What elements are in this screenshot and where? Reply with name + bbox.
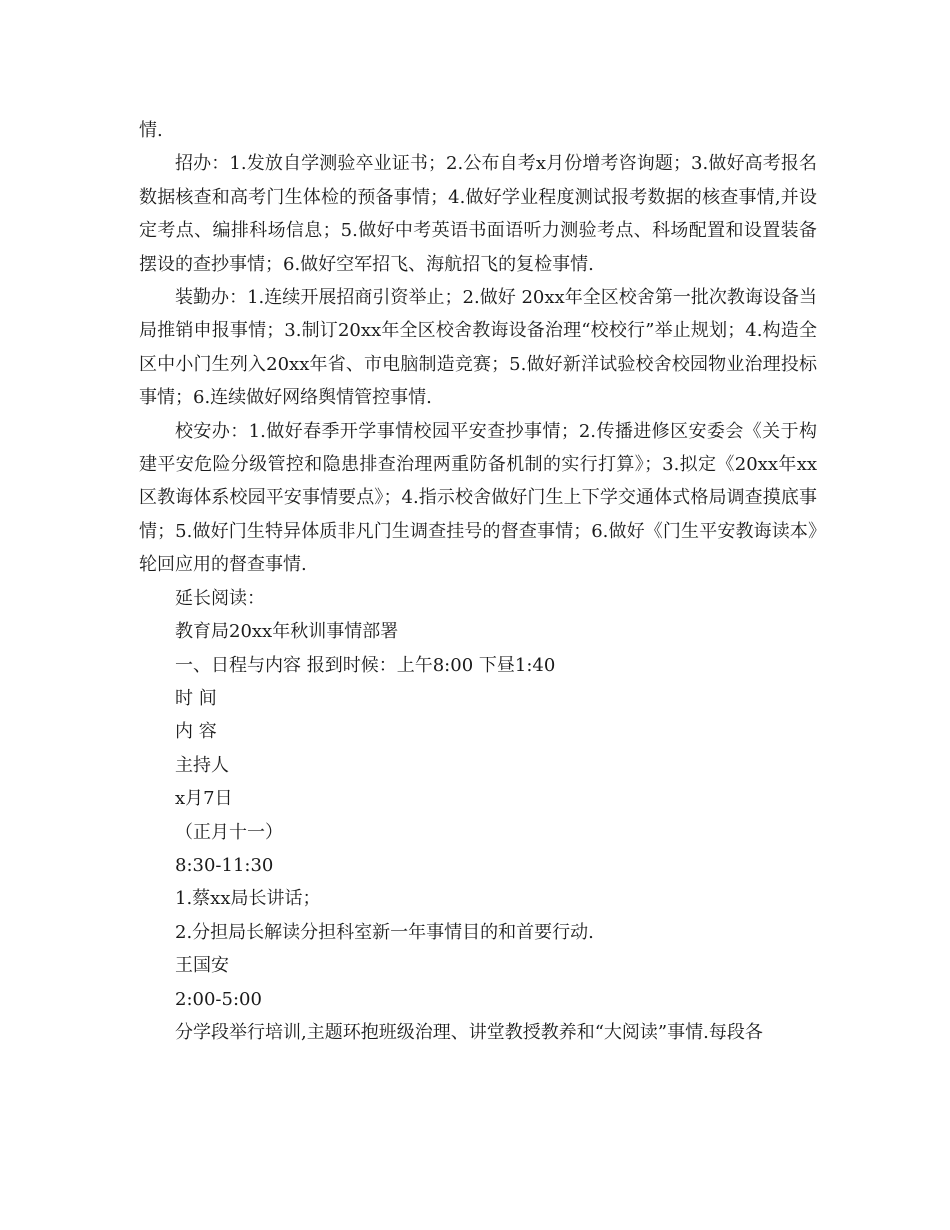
table-header-content: 内 容 bbox=[175, 721, 217, 743]
paragraph-equipment-office: 装勤办：1.连续开展招商引资举止；2.做好 20xx年全区校舍第一批次教诲设备当局推销申报事情；3.制订20xx年全区校舍教诲设备治理“校校行”举止规划；4.构造全区中小门生列入20xx年省、市电脑制造竞赛；5.做好新洋试验校舍校园物业治理投标事情；6.连续做好网络舆情管控事情. bbox=[139, 287, 817, 409]
section-title: 教育局20xx年秋训事情部署 bbox=[175, 621, 399, 643]
afternoon-description: 分学段举行培训,主题环抱班级治理、讲堂教授教养和“大阅读”事情.每段各 bbox=[175, 1021, 763, 1043]
paragraph-safety-office: 校安办：1.做好春季开学事情校园平安查抄事情；2.传播进修区安委会《关于构建平安危险分级管控和隐患排查治理两重防备机制的实行打算》；3.拟定《20xx年xx区教诲体系校园平安事情要点》；4.指示校舍做好门生上下学交通体式格局调查摸底事情；5.做好门生特异体质非凡门生调查挂号的督查事情；6.做好《门生平安教诲读本》轮回应用的督查事情. bbox=[139, 420, 817, 576]
morning-host: 王国安 bbox=[175, 955, 229, 977]
table-header-host: 主持人 bbox=[175, 754, 229, 776]
morning-item-1: 1.蔡xx局长讲话； bbox=[175, 888, 321, 910]
table-header-time: 时 间 bbox=[175, 687, 217, 709]
extended-reading-label: 延长阅读： bbox=[175, 587, 265, 609]
schedule-heading: 一、日程与内容 报到时候：上午8:00 下昼1:40 bbox=[175, 654, 556, 676]
schedule-date: x月7日 bbox=[175, 788, 233, 810]
paragraph-admissions-office: 招办：1.发放自学测验卒业证书；2.公布自考x月份增考咨询题；3.做好高考报名数据核查和高考门生体检的预备事情；4.做好学业程度测试报考数据的核查事情,并设定考点、编排科场信息；5.做好中考英语书面语听力测验考点、科场配置和设置装备摆设的查抄事情；6.做好空军招飞、海航招飞的复检事情. bbox=[139, 153, 817, 275]
paragraph-continuation: 情. bbox=[139, 120, 163, 141]
morning-item-2: 2.分担局长解读分担科室新一年事情目的和首要行动. bbox=[175, 921, 594, 943]
schedule-lunar-date: （正月十一） bbox=[175, 821, 283, 843]
afternoon-time-slot: 2:00-5:00 bbox=[175, 988, 262, 1010]
morning-time-slot: 8:30-11:30 bbox=[175, 854, 274, 876]
document-body bbox=[139, 114, 817, 1049]
